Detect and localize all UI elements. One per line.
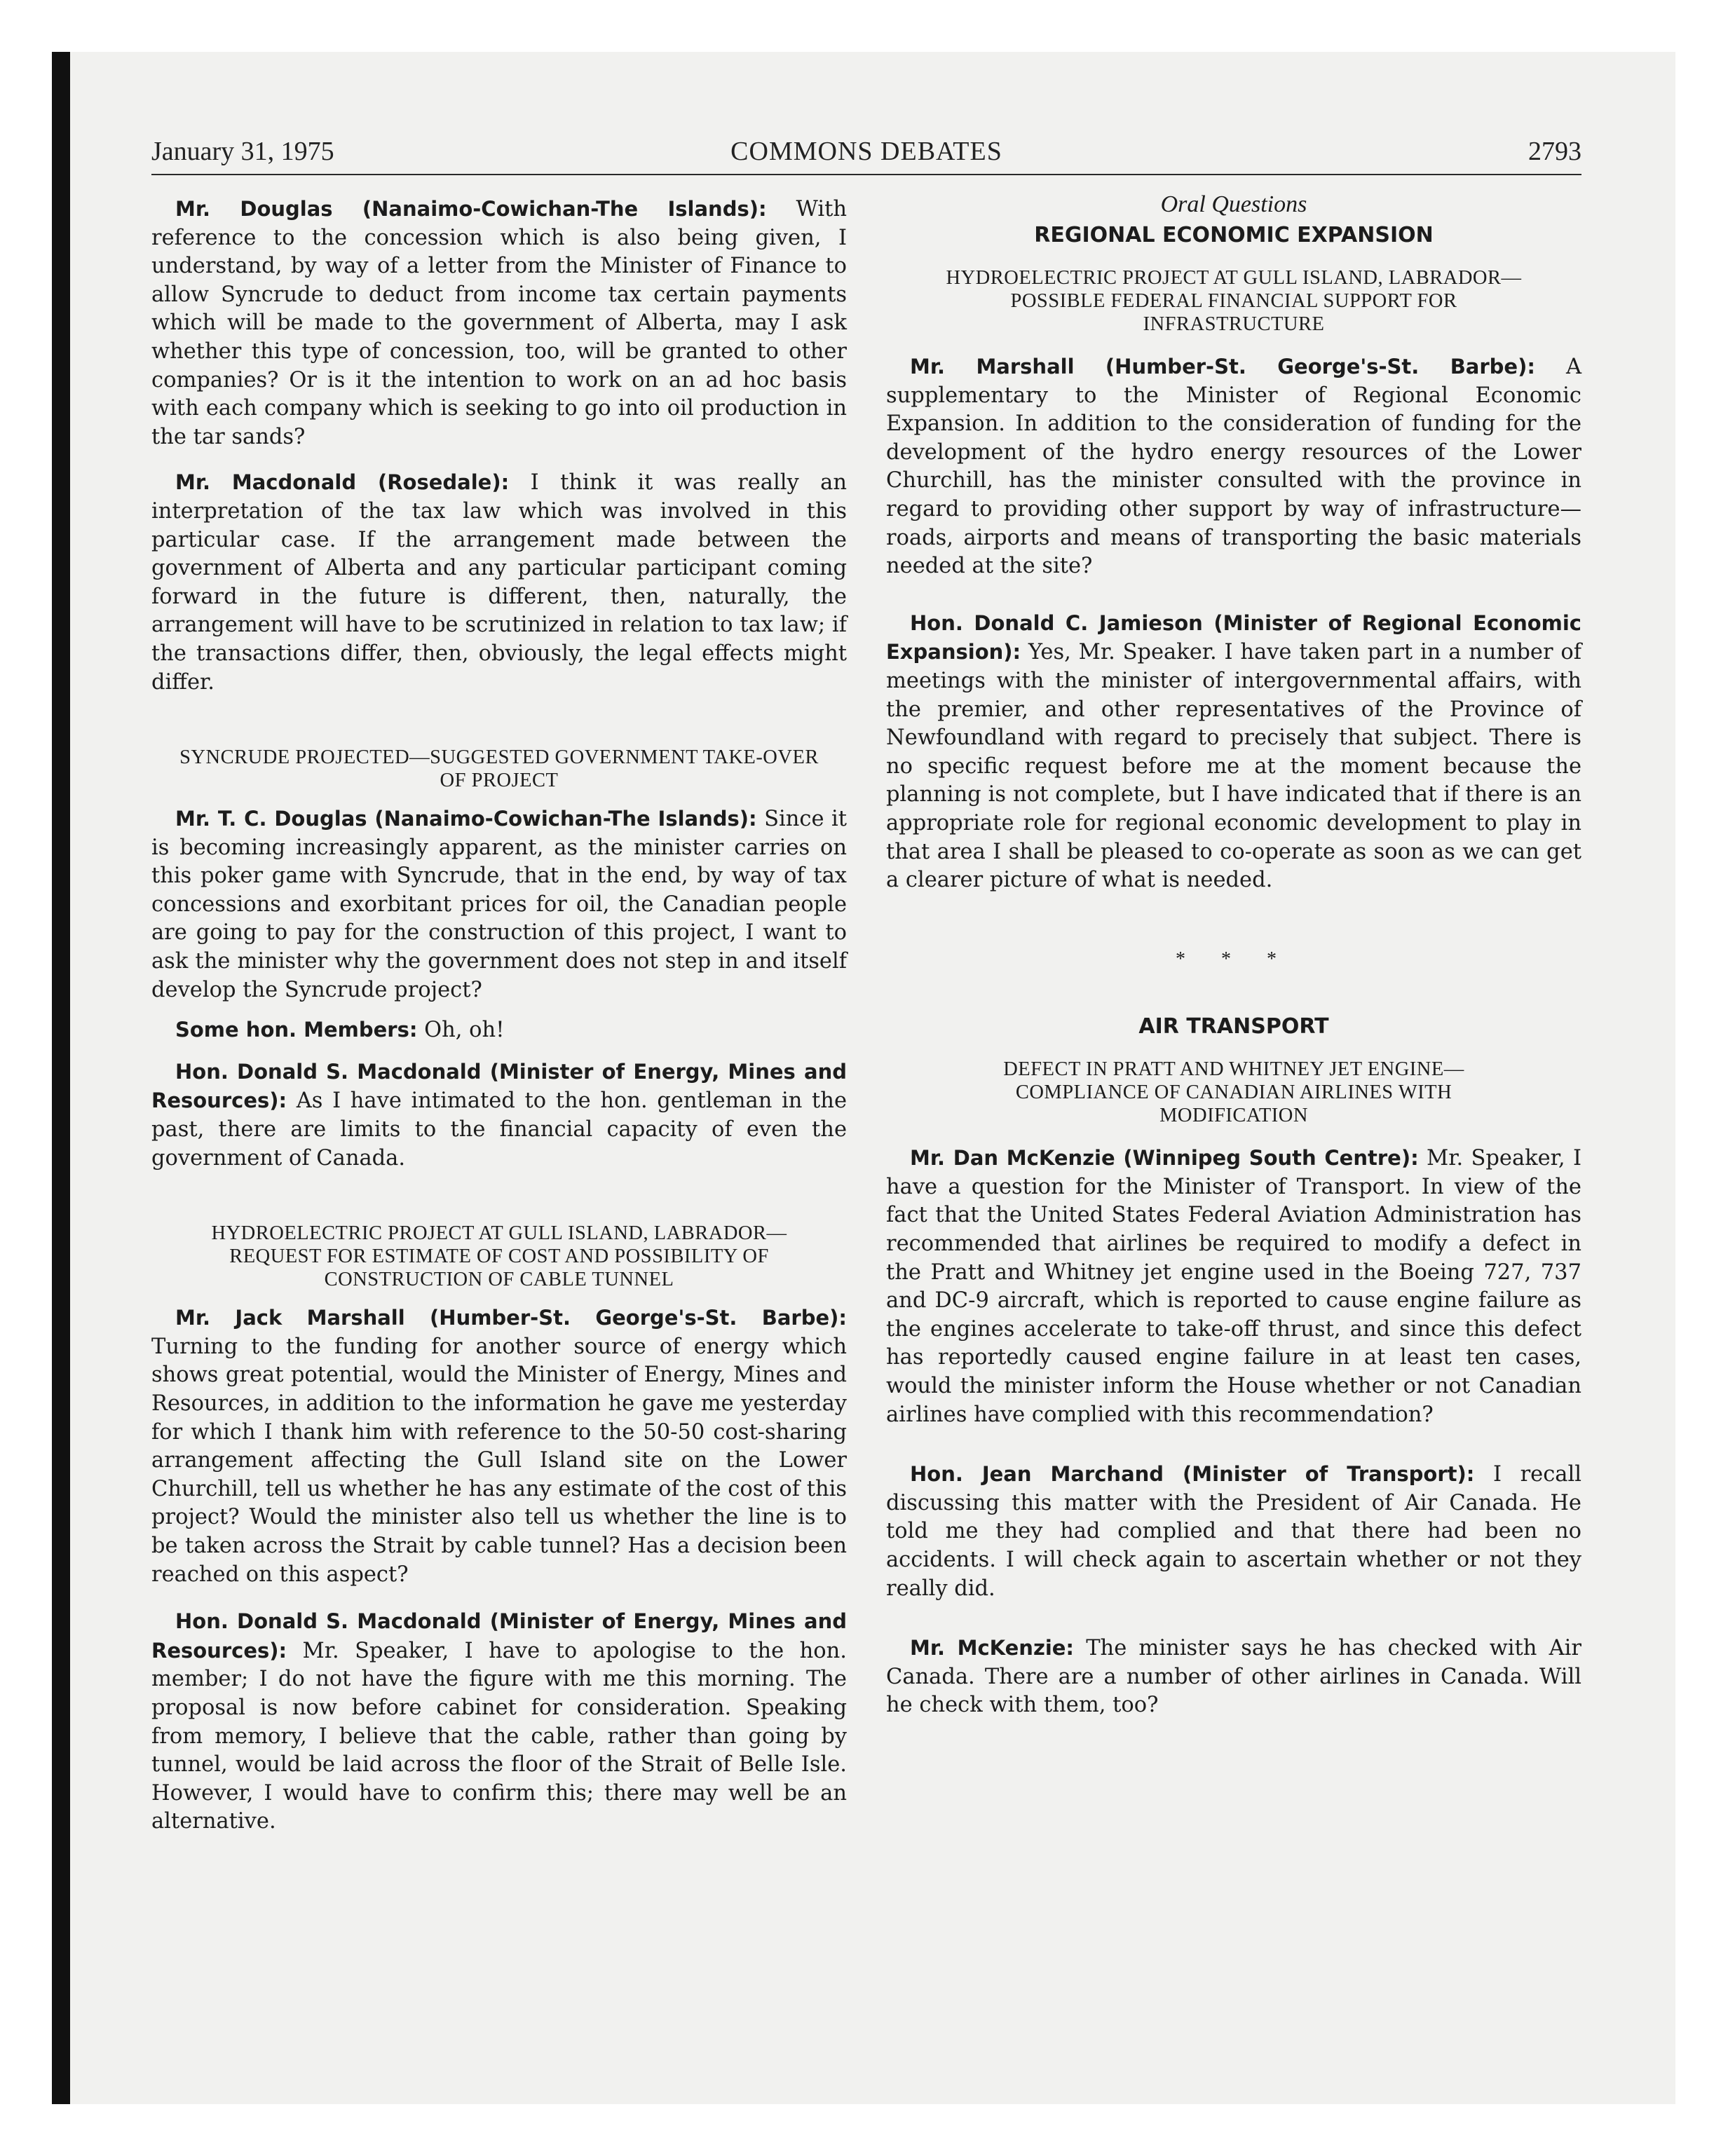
paragraph-douglas-2 xyxy=(151,805,847,1004)
speaker-name: Some hon. Members: xyxy=(175,1018,418,1042)
right-column xyxy=(886,191,1581,1720)
speech-text: Yes, Mr. Speaker. I have taken part in a number of meetings with the minister of intergovernmental affairs, with the premier, and other representatives of the Province of Newfoundland with regard to precisely that subject. There is no specific request before me at the moment because the planning is not complete, but I have indicated that if there is an appropriate role for regional economic development to play in that area I shall be pleased to co-operate as soon as we can get a clearer picture of what is needed. xyxy=(886,640,1581,893)
header-date: January 31, 1975 xyxy=(151,137,334,166)
speech-text: Mr. Speaker, I have a question for the Minister of Transport. In view of the fact that the United States Federal Aviation Administration has recommended that airlines be required to modify a defect in the Pratt and Whitney jet engine used in the Boeing 727, 737 and DC-9 aircraft, which is reported to cause engine failure as the engines accelerate to take-off thrust, and since this defect has reportedly caused engine failure in at least ten cases, would the minister inform the House whether or not Canadian airlines have complied with this recommendation? xyxy=(886,1146,1581,1427)
paragraph-mckenzie-1 xyxy=(886,1144,1581,1429)
section-separator: * * * xyxy=(1176,948,1292,970)
speech-text: The minister says he has checked with Air Canada. There are a number of other airlines in Canada. Will he check with them, too? xyxy=(886,1636,1581,1718)
speech-text: A supplementary to the Minister of Regional Economic Expansion. In addition to the consideration of funding for the development of the hydro energy resources of the Lower Churchill, has the minister consulted with the province in regard to providing other support by way of infrastructure—roads, airports and means of transporting the basic materials needed at the site? xyxy=(886,355,1581,579)
speech-text: As I have intimated to the hon. gentleman in the past, there are limits to the financial capacity of even the government of Canada. xyxy=(151,1089,847,1171)
scan-edge-bar xyxy=(52,52,70,2104)
header-page-number: 2793 xyxy=(1528,137,1581,166)
speech-text: Since it is becoming increasingly apparent, as the minister carries on this poker game with Syncrude, that in the end, by way of tax concessions and exorbitant prices for oil, the Canadian people are going to pay for the construction of this project, I want to ask the minister why the government does not step in and itself develop the Syncrude project? xyxy=(151,807,847,1002)
section-air-transport: AIR TRANSPORT xyxy=(1138,1014,1329,1039)
header-title: COMMONS DEBATES xyxy=(730,137,1002,166)
speaker-name: Mr. Marshall (Humber-St. George's-St. Barbe): xyxy=(910,355,1535,378)
speech-text: I recall discussing this matter with the President of Air Canada. He told me they had complied and that there had been no accidents. I will check again to ascertain whether or not they really did. xyxy=(886,1462,1581,1601)
paragraph-marshall-2 xyxy=(886,353,1581,581)
speaker-name: Hon. Donald S. Macdonald (Minister of Energy, Mines and Resources): xyxy=(151,1059,847,1113)
speaker-name: Mr. McKenzie: xyxy=(910,1636,1075,1660)
speaker-name: Hon. Donald C. Jamieson (Minister of Regional Economic Expansion): xyxy=(886,610,1581,664)
speaker-name: Hon. Donald S. Macdonald (Minister of Energy, Mines and Resources): xyxy=(151,1609,847,1663)
speaker-name: Mr. Dan McKenzie (Winnipeg South Centre): xyxy=(910,1146,1419,1171)
speaker-name: Mr. Douglas (Nanaimo-Cowichan-The Islands): xyxy=(175,197,767,221)
paragraph-douglas-1 xyxy=(151,195,847,451)
speaker-name: Hon. Jean Marchand (Minister of Transport): xyxy=(910,1462,1475,1487)
speaker-name: Mr. Macdonald (Rosedale): xyxy=(175,470,510,495)
subheading-gull-island-cost: HYDROELECTRIC PROJECT AT GULL ISLAND, LABRADOR—REQUEST FOR ESTIMATE OF COST AND POSSIBILITY OF CONSTRUCTION OF CABLE TUNNEL xyxy=(211,1222,787,1291)
subheading-pratt-whitney: DEFECT IN PRATT AND WHITNEY JET ENGINE—COMPLIANCE OF CANADIAN AIRLINES WITH MODIFICATION xyxy=(1003,1058,1464,1127)
page-header xyxy=(151,133,1581,175)
section-regional-economic-expansion: REGIONAL ECONOMIC EXPANSION xyxy=(1034,223,1434,247)
paragraph-jamieson xyxy=(886,609,1581,895)
subheading-gull-island-infrastructure: HYDROELECTRIC PROJECT AT GULL ISLAND, LABRADOR—POSSIBLE FEDERAL FINANCIAL SUPPORT FOR INFRASTRUCTURE xyxy=(946,267,1522,335)
paragraph-mckenzie-2 xyxy=(886,1634,1581,1720)
oral-questions-rubric: Oral Questions xyxy=(1160,191,1307,217)
speech-text: Turning to the funding for another source of energy which shows great potential, would the Minister of Energy, Mines and Resources, in addition to the information he gave me yesterday for which I thank him with reference to the 50-50 cost-sharing arrangement affecting the Gull Island site on the Lower Churchill, tell us whether he has any estimate of the cost of this project? Would the minister also tell us whether the line is to be taken across the Strait by cable tunnel? Has a decision been reached on this aspect? xyxy=(151,1334,847,1587)
paragraph-marchand xyxy=(886,1460,1581,1603)
paragraph-macdonald-3 xyxy=(151,1607,847,1836)
left-column xyxy=(151,191,847,1836)
paragraph-members xyxy=(151,1016,847,1045)
paragraph-marshall-1 xyxy=(151,1304,847,1589)
speech-text: Oh, oh! xyxy=(417,1018,505,1043)
paragraph-macdonald-1 xyxy=(151,468,847,697)
speech-text: Mr. Speaker, I have to apologise to the hon. member; I do not have the figure with me this morning. The proposal is now before cabinet for consideration. Speaking from memory, I believe that the cable, rather than going by tunnel, would be laid across the floor of the Strait of Belle Isle. However, I would have to confirm this; there may well be an alternative. xyxy=(151,1638,847,1834)
speaker-name: Mr. T. C. Douglas (Nanaimo-Cowichan-The Islands): xyxy=(175,807,757,831)
subheading-syncrude: SYNCRUDE PROJECTED—SUGGESTED GOVERNMENT TAKE-OVER OF PROJECT xyxy=(179,746,819,792)
speech-text: With reference to the concession which is also being given, I understand, by way of a letter from the Minister of Finance to allow Syncrude to deduct from income tax certain payments which will be made to the government of Alberta, may I ask whether this type of concession, too, will be granted to other companies? Or is it the intention to work on an ad hoc basis with each company which is seeking to go into oil production in the tar sands? xyxy=(151,197,847,449)
speech-text: I think it was really an interpretation of the tax law which was involved in this particular case. If the arrangement made between the government of Alberta and any particular participant coming forward in the future is different, then, naturally, the arrangement will have to be scrutinized in relation to tax law; if the transactions differ, then, obviously, the legal effects might differ. xyxy=(151,470,847,695)
paragraph-macdonald-2 xyxy=(151,1058,847,1173)
speaker-name: Mr. Jack Marshall (Humber-St. George's-St. Barbe): xyxy=(175,1306,847,1330)
